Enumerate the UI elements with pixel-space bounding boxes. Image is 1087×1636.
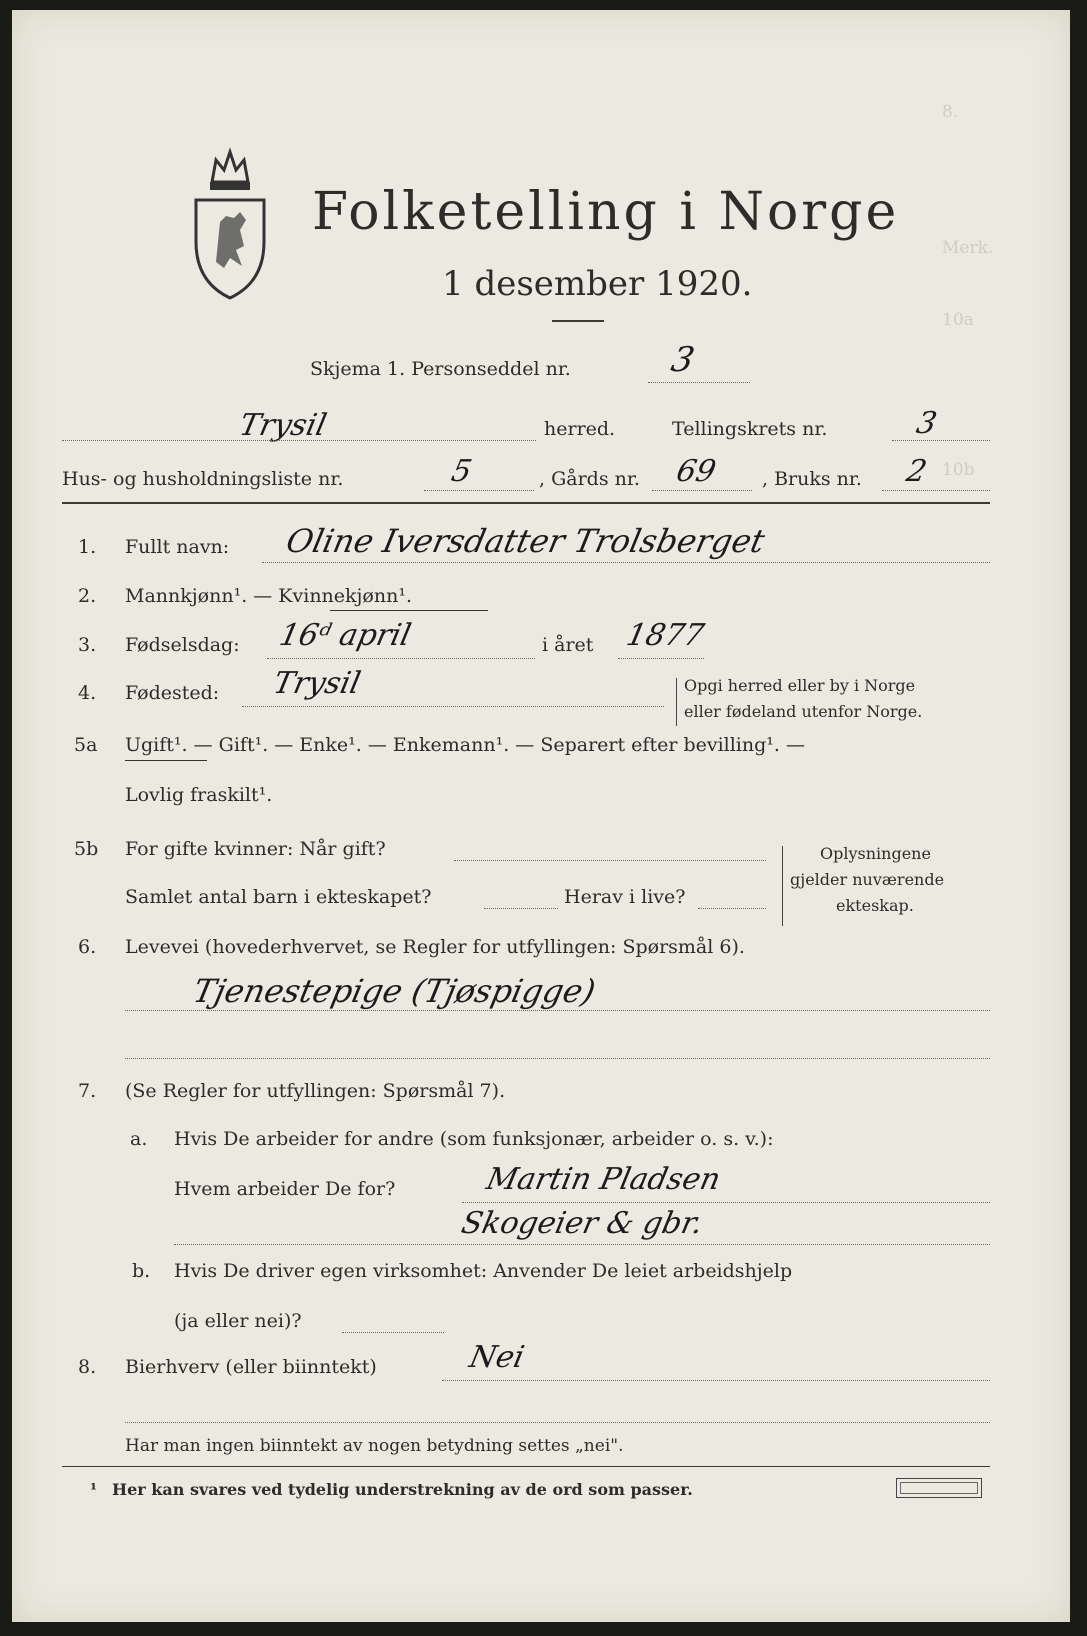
q4-number: 4. [78, 682, 97, 704]
q6-occupation: Tjenestepige (Tjøspigge) [189, 972, 599, 1010]
q1-number: 1. [78, 536, 97, 558]
q7b-label: Hvis De driver egen virksomhet: Anvender De leiet arbeidshjelp [174, 1260, 793, 1282]
q4-note-bracket [676, 678, 677, 726]
q4-label: Fødested: [125, 682, 220, 704]
q5b-number: 5b [74, 838, 99, 860]
q5a-selected-underline [125, 760, 207, 761]
herred-value: Trysil [236, 408, 330, 443]
q3-number: 3. [78, 634, 97, 656]
norwegian-coat-of-arms-icon [190, 142, 270, 302]
q2-label: Mannkjønn¹. — Kvinnekjønn¹. [125, 585, 413, 607]
dotted-line [267, 658, 535, 659]
dotted-line [242, 706, 664, 707]
q2-number: 2. [78, 585, 97, 607]
dotted-line [462, 1202, 990, 1203]
q2-selected-underline [330, 610, 488, 611]
herred-label: herred. [544, 418, 616, 440]
q1-full-name: Oline Iversdatter Trolsberget [282, 522, 769, 560]
q8-secondary-income: Nei [466, 1340, 528, 1375]
q4-birthplace: Trysil [270, 666, 364, 701]
dotted-line [125, 1010, 990, 1011]
income-note: Har man ingen biinntekt av nogen betydning settes „nei". [125, 1436, 624, 1456]
personseddel-number: 3 [667, 340, 698, 380]
q7b-label-cont: (ja eller nei)? [174, 1310, 302, 1332]
dotted-line [342, 1332, 444, 1333]
gards-label: , Gårds nr. [539, 468, 640, 490]
q8-number: 8. [78, 1356, 97, 1378]
dotted-line [892, 440, 990, 441]
q7a-employer-label: Hvem arbeider De for? [174, 1178, 396, 1200]
q5b-alive-label: Herav i live? [564, 886, 686, 908]
census-form-sheet [12, 10, 1070, 1622]
q4-note-line1: Opgi herred eller by i Norge [684, 676, 916, 695]
header-rule [62, 502, 990, 504]
q5a-options: Ugift¹. — Gift¹. — Enke¹. — Enkemann¹. — Separert efter bevilling¹. — [125, 734, 805, 756]
q7-label: (Se Regler for utfyllingen: Spørsmål 7). [125, 1080, 506, 1102]
q7a-employer: Martin Pladsen [483, 1162, 724, 1197]
dotted-line [442, 1380, 990, 1381]
bruks-label: , Bruks nr. [762, 468, 862, 490]
q7b-letter: b. [132, 1260, 151, 1282]
q3-label: Fødselsdag: [125, 634, 240, 656]
q5b-note-line2: gjelder nuværende [790, 870, 945, 889]
dotted-line [648, 382, 750, 383]
bleed-through-text: 8. [942, 102, 959, 122]
footnote-text: Her kan svares ved tydelig understrekning av de ord som passer. [112, 1480, 693, 1499]
q5b-label: For gifte kvinner: Når gift? [125, 838, 386, 860]
q3-birth-year: 1877 [623, 618, 708, 653]
q7a-employer-title: Skogeier & gbr. [458, 1206, 706, 1241]
dotted-line [698, 908, 766, 909]
q8-label: Bierhverv (eller biinntekt) [125, 1356, 377, 1378]
bruks-number: 2 [903, 454, 930, 489]
form-title: Folketelling i Norge [312, 182, 900, 242]
dotted-line [484, 908, 558, 909]
q6-number: 6. [78, 936, 97, 958]
bleed-through-text: 10a [942, 310, 974, 330]
tellingskrets-label: Tellingskrets nr. [672, 418, 828, 440]
q7a-letter: a. [130, 1128, 148, 1150]
printer-stamp [896, 1478, 982, 1498]
dotted-line [882, 490, 990, 491]
dotted-line [174, 1244, 990, 1245]
dotted-line [454, 860, 766, 861]
gards-number: 69 [673, 454, 719, 489]
q5a-options-cont: Lovlig fraskilt¹. [125, 784, 273, 806]
q1-label: Fullt navn: [125, 536, 230, 558]
footnote-marker: ¹ [90, 1480, 98, 1499]
dotted-line [652, 490, 752, 491]
dotted-line [125, 1058, 990, 1059]
schema-label: Skjema 1. Personseddel nr. [310, 358, 571, 380]
q5b-note-line3: ekteskap. [836, 896, 914, 915]
q3-year-label: i året [542, 634, 594, 656]
census-date: 1 desember 1920. [442, 264, 753, 304]
q5b-note-line1: Oplysningene [820, 844, 931, 863]
q5b-note-bracket [782, 846, 783, 926]
dotted-line [62, 440, 536, 441]
q7-number: 7. [78, 1080, 97, 1102]
dotted-line [618, 658, 704, 659]
bleed-through-text: Merk. [942, 238, 994, 258]
husholdningsliste-number: 5 [448, 454, 475, 489]
q5a-number: 5a [74, 734, 98, 756]
q5b-children-label: Samlet antal barn i ekteskapet? [125, 886, 432, 908]
tellingskrets-number: 3 [913, 406, 940, 441]
q4-note-line2: eller fødeland utenfor Norge. [684, 702, 923, 721]
dotted-line [125, 1422, 990, 1423]
husholdningsliste-label: Hus- og husholdningsliste nr. [62, 468, 344, 490]
bleed-through-text: 10b [942, 460, 975, 480]
q3-birthday: 16ᵈ april [276, 618, 415, 653]
dotted-line [424, 490, 534, 491]
footer-rule [62, 1466, 990, 1467]
title-divider [552, 320, 604, 322]
q7a-label: Hvis De arbeider for andre (som funksjonær, arbeider o. s. v.): [174, 1128, 774, 1150]
dotted-line [262, 562, 990, 563]
q6-label: Levevei (hovederhvervet, se Regler for utfyllingen: Spørsmål 6). [125, 936, 745, 958]
